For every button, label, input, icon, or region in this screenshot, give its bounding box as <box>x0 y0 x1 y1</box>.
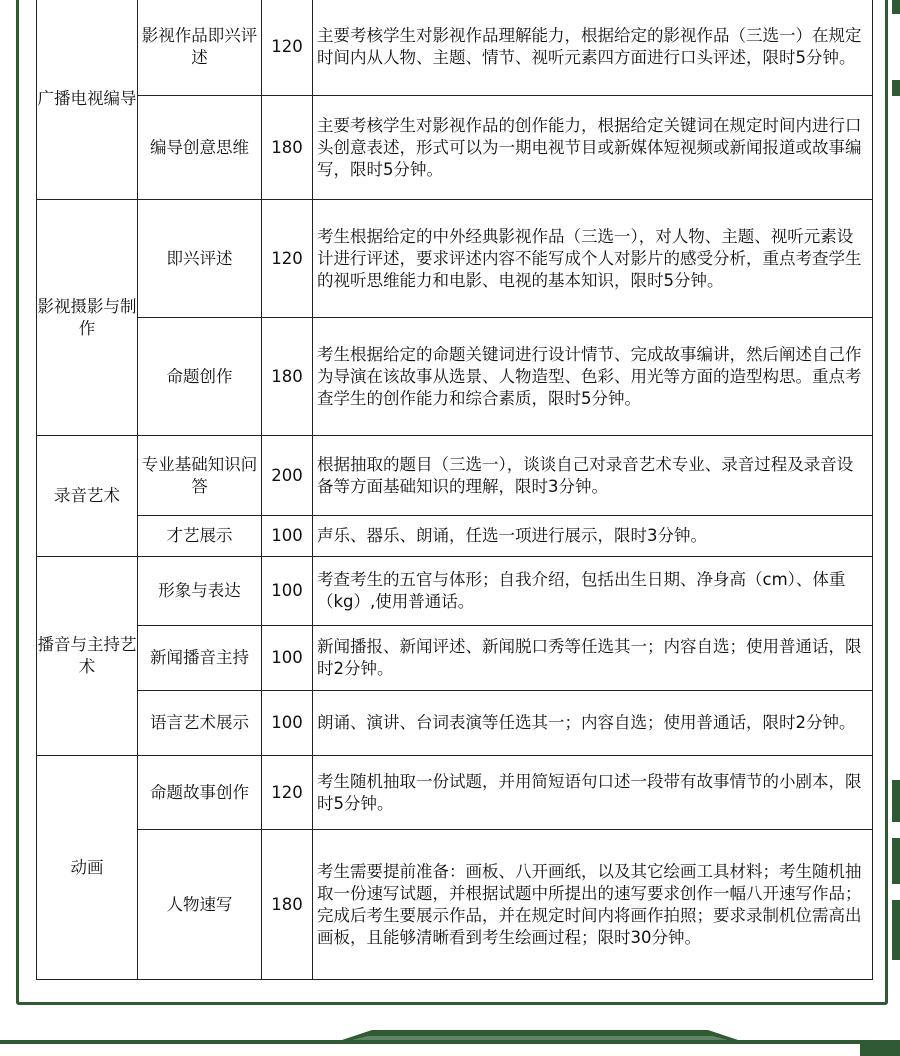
decor-bar <box>892 0 900 14</box>
table-row <box>37 0 873 96</box>
score-cell: 120 <box>262 0 313 96</box>
score-cell: 100 <box>262 516 313 557</box>
subject-cell: 人物速写 <box>138 830 262 980</box>
decor-bar <box>892 780 900 822</box>
category-cell: 影视摄影与制作 <box>37 200 138 436</box>
description-cell: 考生根据给定的中外经典影视作品（三选一），对人物、主题、视听元素设计进行评述，要求评述内容不能写成个人对影片的感受分析，重点考查学生的视听思维能力和电影、电视的基本知识，限时5分钟。 <box>313 200 873 318</box>
subject-cell: 新闻播音主持 <box>138 626 262 691</box>
score-cell: 180 <box>262 318 313 436</box>
score-cell: 180 <box>262 96 313 200</box>
table-row <box>37 626 873 691</box>
table-row <box>37 516 873 557</box>
table-row <box>37 691 873 756</box>
table-row <box>37 830 873 980</box>
table-row <box>37 96 873 200</box>
description-cell: 主要考核学生对影视作品理解能力，根据给定的影视作品（三选一）在规定时间内从人物、主题、情节、视听元素四方面进行口头评述，限时5分钟。 <box>313 0 873 96</box>
decor-bar <box>892 900 900 960</box>
table-row <box>37 318 873 436</box>
subject-cell: 专业基础知识问答 <box>138 436 262 516</box>
subject-cell: 编导创意思维 <box>138 96 262 200</box>
description-cell: 新闻播报、新闻评述、新闻脱口秀等任选其一；内容自选；使用普通话，限时2分钟。 <box>313 626 873 691</box>
category-cell: 播音与主持艺术 <box>37 557 138 756</box>
score-cell: 120 <box>262 756 313 830</box>
score-cell: 100 <box>262 626 313 691</box>
description-cell: 朗诵、演讲、台词表演等任选其一；内容自选；使用普通话，限时2分钟。 <box>313 691 873 756</box>
score-cell: 100 <box>262 557 313 626</box>
score-cell: 120 <box>262 200 313 318</box>
table-row <box>37 436 873 516</box>
subject-cell: 形象与表达 <box>138 557 262 626</box>
description-cell: 考生根据给定的命题关键词进行设计情节、完成故事编讲，然后阐述自己作为导演在该故事从选景、人物造型、色彩、用光等方面的造型构思。重点考查学生的创作能力和综合素质，限时5分钟。 <box>313 318 873 436</box>
decor-corner <box>860 1042 900 1056</box>
table-row <box>37 557 873 626</box>
description-cell: 考查考生的五官与体形；自我介绍，包括出生日期、净身高（cm）、体重（kg）,使用普通话。 <box>313 557 873 626</box>
description-cell: 考生随机抽取一份试题，并用简短语句口述一段带有故事情节的小剧本，限时5分钟。 <box>313 756 873 830</box>
subject-cell: 即兴评述 <box>138 200 262 318</box>
decor-line <box>0 1040 900 1044</box>
subject-cell: 影视作品即兴评述 <box>138 0 262 96</box>
decor-bar <box>892 80 900 96</box>
description-cell: 根据抽取的题目（三选一），谈谈自己对录音艺术专业、录音过程及录音设备等方面基础知识的理解，限时3分钟。 <box>313 436 873 516</box>
category-cell: 广播电视编导 <box>37 0 138 200</box>
subject-cell: 才艺展示 <box>138 516 262 557</box>
table-row <box>37 756 873 830</box>
score-cell: 180 <box>262 830 313 980</box>
subject-cell: 命题创作 <box>138 318 262 436</box>
category-cell: 录音艺术 <box>37 436 138 557</box>
table-row <box>37 200 873 318</box>
subject-cell: 语言艺术展示 <box>138 691 262 756</box>
subject-cell: 命题故事创作 <box>138 756 262 830</box>
description-cell: 考生需要提前准备：画板、八开画纸，以及其它绘画工具材料；考生随机抽取一份速写试题，并根据试题中所提出的速写要求创作一幅八开速写作品；完成后考生要展示作品，并在规定时间内将画作拍照；要求录制机位需高出画板，且能够清晰看到考生绘画过程；限时30分钟。 <box>313 830 873 980</box>
score-cell: 200 <box>262 436 313 516</box>
description-cell: 主要考核学生对影视作品的创作能力，根据给定关键词在规定时间内进行口头创意表述，形式可以为一期电视节目或新媒体短视频或新闻报道或故事编写，限时5分钟。 <box>313 96 873 200</box>
score-cell: 100 <box>262 691 313 756</box>
category-cell: 动画 <box>37 756 138 980</box>
description-cell: 声乐、器乐、朗诵，任选一项进行展示，限时3分钟。 <box>313 516 873 557</box>
exam-table <box>36 0 873 980</box>
decor-bar <box>892 838 900 884</box>
